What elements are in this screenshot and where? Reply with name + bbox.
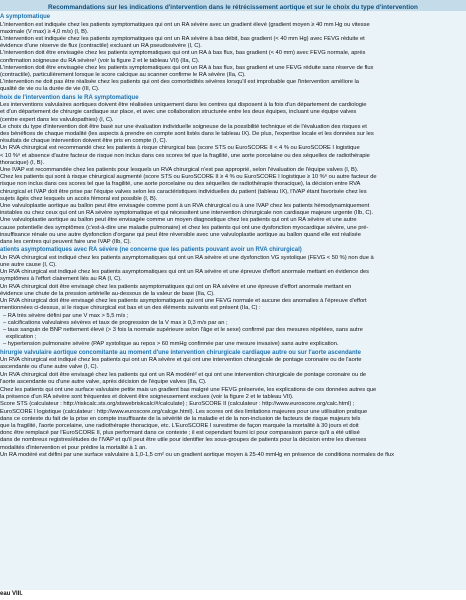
text-line: Un RVA chirurgical est indiqué chez les patients asymptomatiques qui ont un RA sévère et une épreuve d'effort anormale mettant en évidence des: [0, 269, 370, 276]
text-line: sujets âgés chez lesquels un accès fémoral est possible (I, B).: [0, 195, 158, 202]
text-line: Chez les patients qui sont à risque chirurgical augmenté (score STS ou EuroSCORE II ≥ 4 % ou EuroSCORE I logistique ≥ 10 %⁶ ou autre facteur de: [0, 174, 377, 181]
list-item: – taux sanguin de BNP nettement élevé (> 3 fois la normale supérieure selon l'âge et le sexe) confirmé par des mesures répétées, sans autre: [3, 326, 363, 333]
text-line: Un RVA chirurgical est recommandé chez les patients à risque chirurgical bas (score STS ou EuroSCORE II < 4 % ou EuroSCORE I logistique: [0, 145, 360, 152]
text-line: Chez les patients qui ont une surface valvulaire petite mais un gradient bas malgré une FEVG préservée, les explications de ces données autres que: [0, 386, 377, 393]
text-line: des bénéfices de chaque modalité (les aspects à prendre en compte sont listés dans le tableau IX). De plus, l'expertise locale et les données sur les: [0, 131, 374, 138]
text-line: Un RA modéré est défini par une surface valvulaire à 1,0-1,5 cm² ou un gradient aortique moyen à 25-40 mmHg en présence de conditions normales de flux: [0, 451, 394, 458]
text-line: qualité de vie ou la durée de vie (III, C).: [0, 86, 100, 93]
section-heading: hirurgie valvulaire aortique concomitante au moment d'une intervention chirurgicale cardiaque autre ou sur l'aorte ascendante: [0, 349, 361, 356]
section-heading: A symptomatique: [0, 14, 51, 20]
section: [0, 387, 462, 459]
text-line: (contractile), particulièrement lorsque le score calcique au scanner confirme le RA sévère (IIa, C).: [0, 72, 246, 79]
text-line: (centre expert dans les valvulopathies) (I, C).: [0, 116, 114, 123]
text-line: insuffisance rénale ou une autre dysfonction d'organe qui peut être réversible avec une valvuloplastie aortique au ballon quand elle est réalisée: [0, 231, 361, 238]
text-line: L'intervention doit être envisagée chez les patients symptomatiques qui ont un RA à bas flux, bas gradient (< 40 mm) avec FEVG normale, après: [0, 50, 366, 57]
text-line: risque non inclus dans ces scores tel que la fragilité, une aorte porcelaine ou des séquelles de radiothérapie thoracique), la décision entre RVA: [0, 181, 361, 188]
section-heading: hoix de l'intervention dans le RA symptomatique: [0, 94, 139, 101]
text-line: Le choix du type d'intervention doit être basé sur une évaluation individuelle soigneuse de la possibilité technique et de l'évaluation des risques et: [0, 123, 367, 130]
text-line: modalités d'intervention et pour prédire la mortalité à 1 an.: [0, 444, 147, 451]
text-line: EuroSCORE I logistique (calculateur : http://www.euroscore.org/calcge.html). Les scores ont des limitations majeures pour une utilisation pratique: [0, 408, 368, 415]
text-line: cause potentielle des symptômes (c'est-à-dire une maladie pulmonaire) et chez les patients qui ont une dysfonction myocardique sévère, une pré-: [0, 224, 369, 231]
list-item: explication ;: [6, 334, 37, 341]
list-item: – hypertension pulmonaire sévère (PAP systolique au repos > 60 mmHg confirmée par une mesure invasive) sans autre explication.: [3, 341, 339, 348]
text-line: Score STS (calculateur : http://riskcalc.sts.org/stswebriskcalc/#/calculate) ; EuroSCORE II (calculateur : http://www.euroscore.org/calc.html) ;: [0, 401, 355, 408]
text-line: Un RVA chirurgical est indiqué chez les patients asymptomatiques qui ont un RA sévère et une dysfonction VG systolique (FEVG < 50 %) non due à: [0, 254, 374, 261]
text-line: et d'un département de chirurgie cardiaque sur place, et avec une collaboration structurée entre les deux équipes, incluant une équipe valves: [0, 109, 357, 116]
table-title: Recommandations sur les indications d'intervention dans le rétrécissement aortique et sur le choix du type d'intervention: [0, 0, 466, 11]
text-line: chirurgical et IVAP doit être prise par l'équipe valves selon les caractéristiques individuelles du patient (tableau IX), l'IVAP étant favorisée chez les: [0, 188, 367, 195]
text-line: symptômes à l'effort clairement liés au RA (I, C).: [0, 276, 122, 283]
text-line: confirmation soigneuse du RA sévère¹ (voir la figure 2 et le tableau VII) (IIa, C).: [0, 57, 200, 64]
text-line: L'intervention est indiquée chez les patients symptomatiques qui ont un RA sévère avec un gradient élevé (gradient moyen ≥ 40 mm Hg ou vitesse: [0, 21, 370, 28]
section: [0, 350, 462, 386]
text-line: Un RVA chirurgical doit être envisagé chez les patients qui ont un RA modéré² et qui ont une intervention chirurgicale de pontage coronaire ou de: [0, 371, 367, 378]
text-line: mentionnées ci-dessus, si le risque chirurgical est bas et un des éléments suivants est présent (IIa, C) :: [0, 305, 261, 312]
text-line: thoracique) (I, B).: [0, 159, 45, 166]
text-line: L'intervention est indiquée chez les patients symptomatiques qui ont un RA sévère à bas débit, bas gradient (< 40 mm Hg) avec FEVG réduite et: [0, 36, 365, 42]
text-line: Une IVAP est recommandée chez les patients pour lesquels un RVA chirurgical n'est pas approprié, selon l'évaluation de l'équipe valves (I, B).: [0, 167, 359, 174]
text-line: Une valvuloplastie aortique au ballon peut être envisagée comme pont à un RVA chirurgical ou à une IVAP chez les patients hémodynamiquement: [0, 203, 370, 210]
text-line: dans ce contexte du fait de la prise en compte insuffisante de la sévérité de la maladie et de la non-inclusion de facteurs de risque majeurs tels: [0, 415, 361, 422]
text-line: instables ou chez ceux qui ont un RA sévère symptomatique et qui nécessitent une intervention chirurgicale non cardiaque majeure urgente (IIb, C).: [0, 210, 373, 217]
text-line: évidence une chute de la pression artérielle au-dessous de la valeur de base (IIa, C).: [0, 290, 215, 297]
list-item: – calcifications valvulaires sévères et taux de progression de la V max ≥ 0,3 m/s par an ;: [3, 319, 228, 326]
section: [0, 14, 462, 94]
text-line: dans de nombreux registres/études de l'IVAP et qu'il peut être utile pour identifier les sous-groupes de patients pour la décision entre les diverses: [0, 437, 367, 444]
text-line: l'aorte ascendante ou d'une autre valve, après décision de l'équipe valves (IIa, C).: [0, 378, 207, 385]
text-line: Les interventions valvulaires aortiques doivent être réalisées uniquement dans les centres qui disposent à la fois d'un département de cardiologie: [0, 102, 367, 109]
section: [0, 247, 462, 348]
table-caption: eau VIII.: [0, 591, 23, 597]
text-line: maximale (V max) ≥ 4,0 m/s) (I, B).: [0, 28, 89, 35]
list-item: – RA très sévère défini par une V max > 5,5 m/s ;: [3, 312, 129, 319]
text-line: Une valvuloplastie aortique au ballon peut être envisagée comme un moyen diagnostique chez les patients qui ont un RA sévère et une autre: [0, 217, 357, 224]
section-heading: atients asymptomatiques avec RA sévère (ne concerne que les patients pouvant avoir un RVA chirurgical): [0, 247, 302, 254]
text-line: évidence d'une réserve de flux (contractile) excluant un RA pseudosévère (I, C).: [0, 43, 202, 50]
text-line: Un RVA chirurgical doit être envisagé chez les patients asymptomatiques qui ont une FEVG normale et aucune des anomalies à l'épreuve d'effort: [0, 298, 367, 305]
text-line: une autre cause (I, C).: [0, 262, 57, 269]
text-line: dans les centres qui peuvent faire une IVAP (IIb, C).: [0, 239, 132, 246]
text-line: donc être remplacé par l'EuroSCORE II, plus performant dans ce contexte ; il est cependant fourni ici pour comparaison parce qu'il a été utilisé: [0, 430, 360, 437]
text-line: < 10 %⁶ et absence d'autre facteur de risque non inclus dans ces scores tel que la fragilité, une aorte porcelaine ou des séquelles de radiothérapie: [0, 152, 370, 159]
text-line: ascendante ou d'une autre valve (I, C).: [0, 364, 99, 371]
text-line: Un RVA chirurgical est indiqué chez les patients qui ont un RA sévère et qui ont une intervention chirurgicale de pontage coronaire ou de l'aorte: [0, 357, 362, 364]
text-line: résultats de chaque intervention doivent être pris en compte (I, C).: [0, 138, 168, 145]
section: [0, 95, 462, 247]
text-line: la présence d'un RA sévère sont fréquentes et doivent être soigneusement exclues (voir la figure 2 et le tableau VII).: [0, 394, 294, 401]
text-line: L'intervention ne doit pas être réalisée chez les patients qui ont des comorbidités sévères lorsqu'il est improbable que l'intervention améliore la: [0, 79, 359, 86]
text-line: Un RVA chirurgical doit être envisagé chez les patients asymptomatiques qui ont un RA sévère et une épreuve d'effort anormale mettant en: [0, 283, 352, 290]
table-body: [0, 11, 466, 459]
text-line: L'intervention doit être envisagée chez les patients symptomatiques qui ont un RA à bas flux, bas gradient et une FEVG réduite sans réserve de flux: [0, 64, 374, 71]
text-line: que la fragilité, l'aorte porcelaine, une radiothérapie thoracique, etc. L'EuroSCORE I surestime de façon marquée la mortalité à 30 jours et doit: [0, 422, 359, 429]
